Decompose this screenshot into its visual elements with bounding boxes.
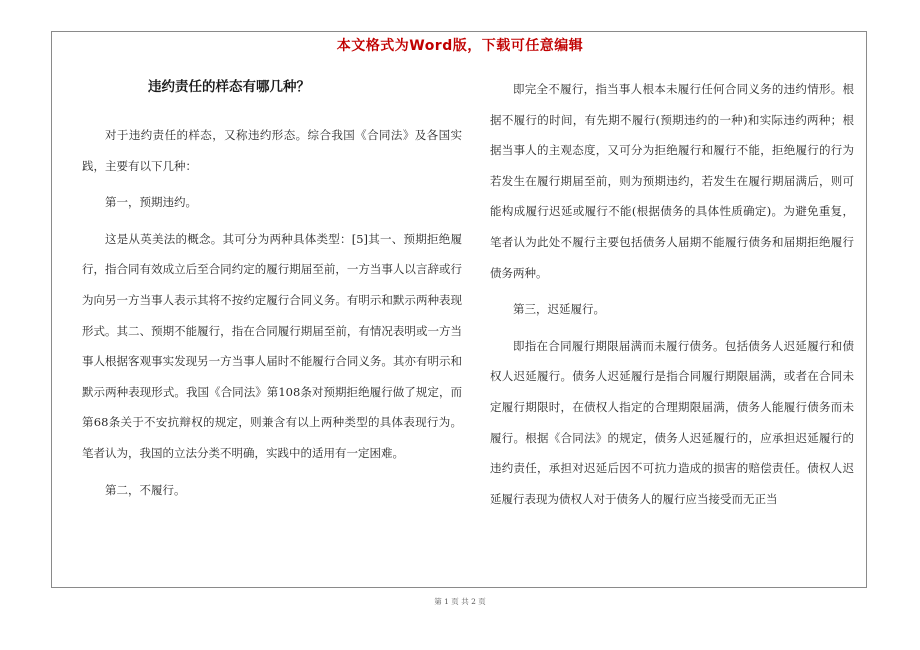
paragraph-heading-anticipatory-breach: 第一，预期违约。 <box>105 195 197 210</box>
paragraph-anticipatory-breach: 这是从英美法的概念。其可分为两种具体类型：[5]其一、预期拒绝履行，指合同有效成立后至合同约定的履行期届至前，一方当事人以言辞或行为向另一方当事人表示其将不按约定履行合同义务。有明示和默示两种表现形式。其二、预期不能履行，指在合同履行期届至前，有情况表明或一方当事人根据客观事实发现另一方当事人届时不能履行合同义务。其亦有明示和默示两种表现形式。我国《合同法》第108条对预期拒绝履行做了规定，而第68条关于不安抗辩权的规定，则兼含有以上两种类型的具体表现行为。笔者认为，我国的立法分类不明确，实践中的适用有一定困难。 <box>82 231 462 460</box>
paragraph-delayed-performance: 即指在合同履行期限届满而未履行债务。包括债务人迟延履行和债权人迟延履行。债务人迟延履行是指合同履行期限届满，或者在合同未定履行期限时，在债权人指定的合理期限届满，债务人能履行债务而未履行。根据《合同法》的规定，债务人迟延履行的，应承担迟延履行的违约责任，承担对迟延后因不可抗力造成的损害的赔偿责任。债权人迟延履行表现为债权人对于债务人的履行应当接受而无正当 <box>490 338 854 506</box>
paragraph-heading-non-performance: 第二，不履行。 <box>105 482 186 497</box>
word-format-banner: 本文格式为Word版，下载可任意编辑 <box>336 38 584 54</box>
page-number-footer: 第 1 页 共 2 页 <box>434 597 486 606</box>
document-title: 违约责任的样态有哪几种？ <box>148 79 310 95</box>
paragraph-heading-delayed-performance: 第三，迟延履行。 <box>513 302 605 317</box>
right-column <box>490 74 854 520</box>
paragraph-intro: 对于违约责任的样态，又称违约形态。综合我国《合同法》及各国实践，主要有以下几种： <box>82 128 462 173</box>
paragraph-non-performance: 即完全不履行，指当事人根本未履行任何合同义务的违约情形。根据不履行的时间，有先期不履行(预期违约的一种)和实际违约两种；根据当事人的主观态度，又可分为拒绝履行和履行不能，拒绝履行的行为若发生在履行期届至前，则为预期违约，若发生在履行期届满后，则可能构成履行迟延或履行不能(根据债务的具体性质确定)。为避免重复，笔者认为此处不履行主要包括债务人届期不能履行债务和届期拒绝履行债务两种。 <box>490 82 854 280</box>
left-column <box>82 70 462 511</box>
